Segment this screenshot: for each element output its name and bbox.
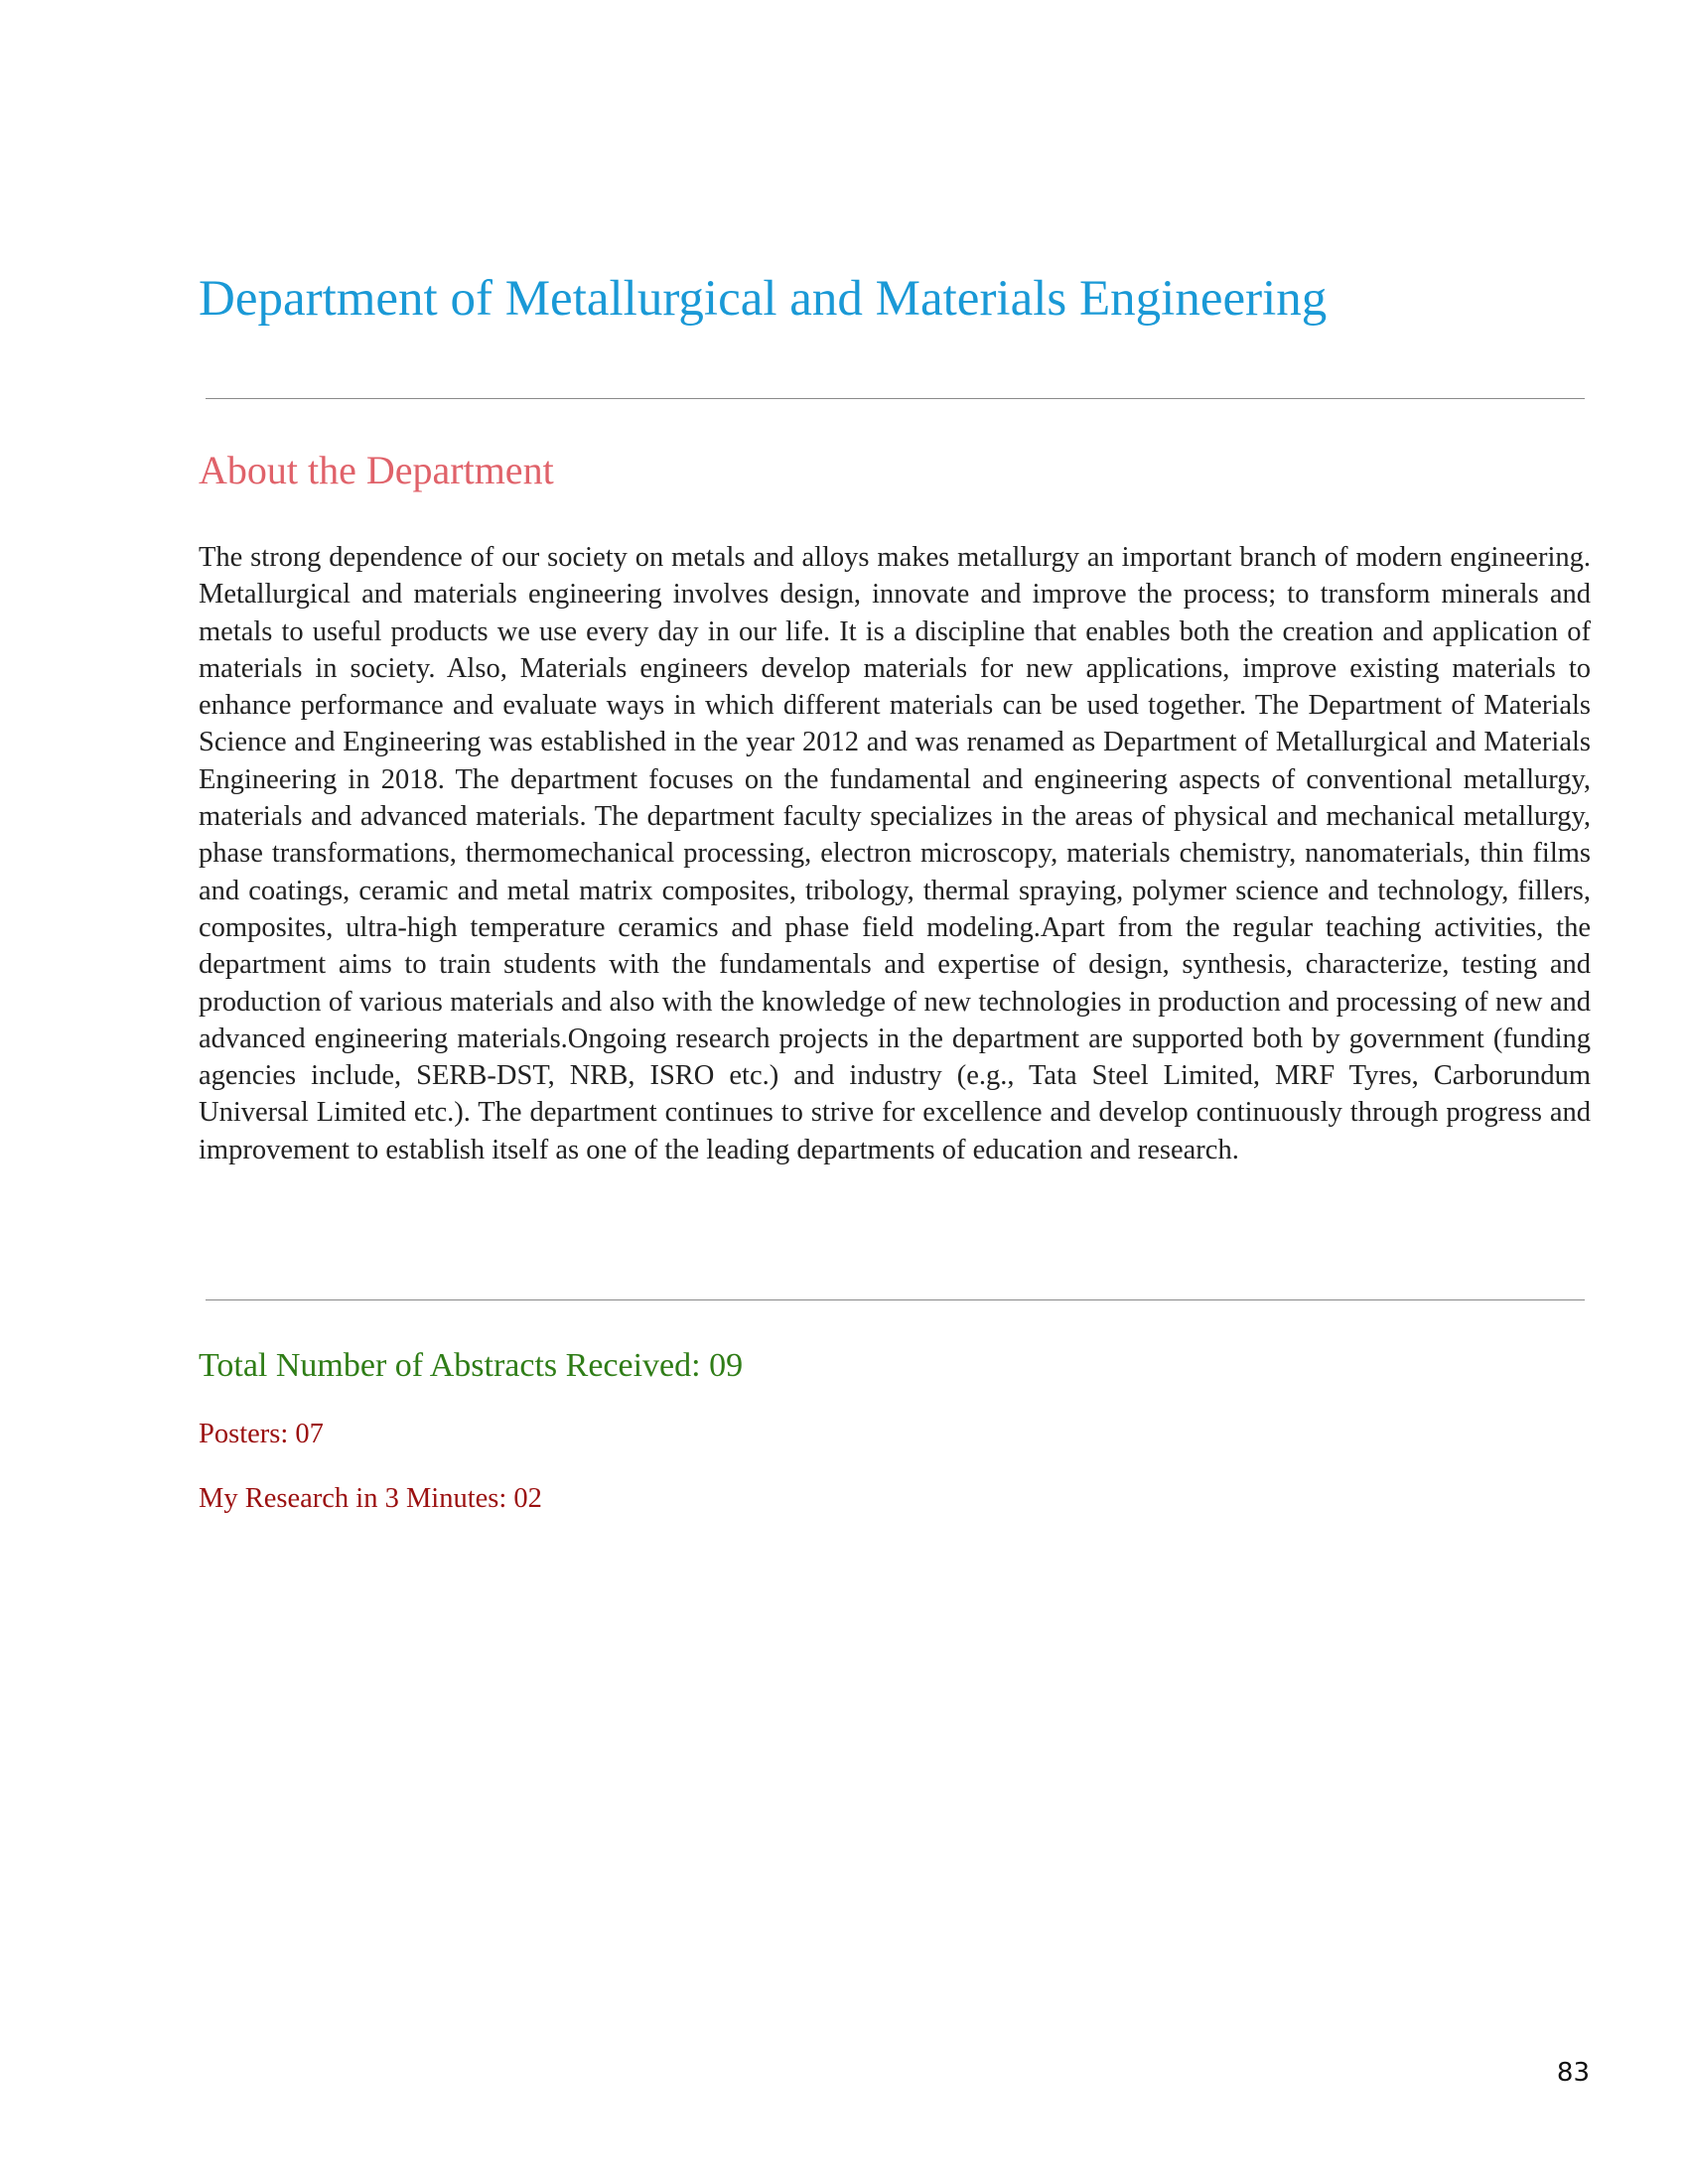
posters-count: Posters: 07 — [199, 1419, 324, 1449]
divider-top — [206, 398, 1585, 399]
section-heading-about: About the Department — [199, 448, 554, 492]
about-paragraph: The strong dependence of our society on metals and alloys makes metallurgy an important branch of modern engineering. Metallurgical and materials engineering involves design, innovate and improve the process; to transform minerals and metals to useful products we use every day in our life. It is a discipline that enables both the creation and application of materials in society. Also, Materials engineers develop materials for new applications, improve existing materials to enhance performance and evaluate ways in which different materials can be used together. The Department of Materials Science and Engineering was established in the year 2012 and was renamed as Department of Metallurgical and Materials Engineering in 2018. The department focuses on the fundamental and engineering aspects of conventional metallurgy, materials and advanced materials. The department faculty specializes in the areas of physical and mechanical metallurgy, phase transformations, thermomechanical processing, electron microscopy, materials chemistry, nanomaterials, thin films and coatings, ceramic and metal matrix composites, tribology, thermal spraying, polymer science and technology, fillers, composites, ultra-high temperature ceramics and phase field modeling.Apart from the regular teaching activities, the department aims to train students with the fundamentals and expertise of design, synthesis, characterize, testing and production of various materials and also with the knowledge of new technologies in production and processing of new and advanced engineering materials.Ongoing research projects in the department are supported both by government (funding agencies include, SERB-DST, NRB, ISRO etc.) and industry (e.g., Tata Steel Limited, MRF Tyres, Carborundum Universal Limited etc.). The department continues to strive for excellence and develop continuously through progress and improvement to establish itself as one of the leading departments of education and research. — [199, 542, 1591, 1165]
my-research-3-minutes-count: My Research in 3 Minutes: 02 — [199, 1483, 542, 1514]
page-title: Department of Metallurgical and Materials Engineering — [199, 271, 1328, 327]
total-abstracts-count: Total Number of Abstracts Received: 09 — [199, 1347, 744, 1384]
page-number: 83 — [1556, 2058, 1590, 2088]
divider-bottom — [206, 1299, 1585, 1300]
